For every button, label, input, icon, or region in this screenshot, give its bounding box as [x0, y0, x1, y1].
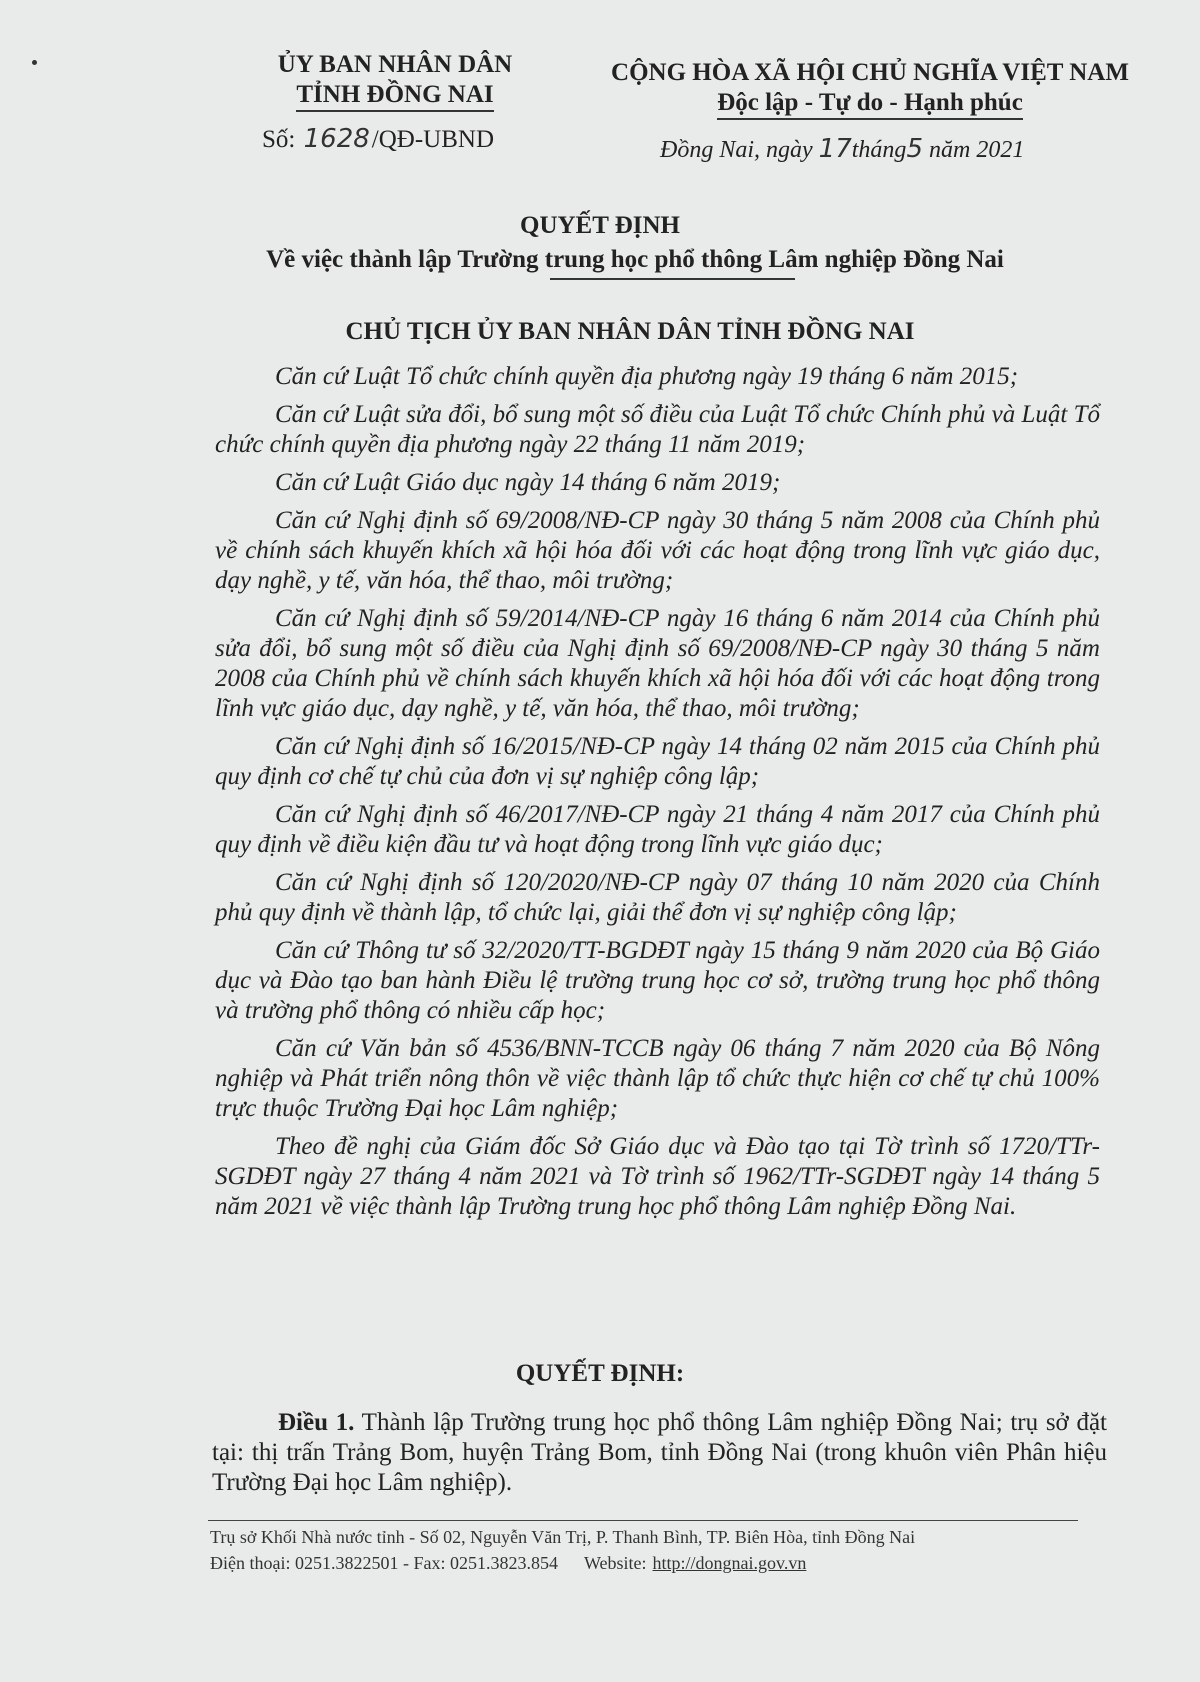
- preamble-item: Căn cứ Văn bản số 4536/BNN-TCCB ngày 06 tháng 7 năm 2020 của Bộ Nông nghiệp và Phát triển nông thôn về việc thành lập tổ chức thực hiện cơ chế tự chủ 100% trực thuộc Trường Đại học Lâm nghiệp;: [215, 1035, 1100, 1122]
- document-type: QUYẾT ĐỊNH: [520, 212, 680, 239]
- preamble-item: Căn cứ Nghị định số 59/2014/NĐ-CP ngày 16 tháng 6 năm 2014 của Chính phủ sửa đổi, bổ sung một số điều của Nghị định số 69/2008/NĐ-CP ngày 30 tháng 5 năm 2008 của Chính phủ về chính sách khuyến khích xã hội hóa đối với các hoạt động trong lĩnh vực giáo dục, dạy nghề, y tế, văn hóa, thể thao, môi trường;: [215, 605, 1100, 722]
- preamble-item: Căn cứ Luật Giáo dục ngày 14 tháng 6 năm 2019;: [275, 469, 781, 496]
- preamble: [215, 362, 1100, 1230]
- issuing-authority: CHỦ TỊCH ỦY BAN NHÂN DÂN TỈNH ĐỒNG NAI: [345, 318, 915, 345]
- date-day: 17: [818, 134, 852, 164]
- date-month: 5: [906, 134, 923, 164]
- footer-address: Trụ sở Khối Nhà nước tỉnh - Số 02, Nguyễn Văn Trị, P. Thanh Bình, TP. Biên Hòa, tỉnh Đồng Nai: [210, 1527, 916, 1547]
- date-prefix: Đồng Nai, ngày: [660, 137, 813, 163]
- footer-divider: [208, 1520, 1078, 1521]
- footer-website-label: Website:: [583, 1553, 647, 1573]
- footer: [210, 1524, 1090, 1576]
- date-month-label: tháng: [851, 137, 907, 163]
- date-year: năm 2021: [928, 137, 1025, 163]
- nation-line-1: CỘNG HÒA XÃ HỘI CHỦ NGHĨA VIỆT NAM: [611, 59, 1129, 86]
- document-subject: Về việc thành lập Trường trung học phổ thông Lâm nghiệp Đồng Nai: [266, 246, 1004, 273]
- number-suffix: /QĐ-UBND: [371, 126, 494, 153]
- agency-line-1: ỦY BAN NHÂN DÂN: [277, 51, 513, 78]
- date-line: [660, 134, 1024, 164]
- preamble-item: Theo đề nghị của Giám đốc Sở Giáo dục và Đào tạo tại Tờ trình số 1720/TTr-SGDĐT ngày 27 tháng 4 năm 2021 và Tờ trình số 1962/TTr-SGDĐT ngày 14 tháng 5 năm 2021 về việc thành lập Trường trung học phổ thông Lâm nghiệp Đồng Nai.: [215, 1133, 1100, 1220]
- national-header: [600, 58, 1140, 120]
- article-1-label: Điều 1.: [278, 1409, 355, 1436]
- preamble-item: Căn cứ Nghị định số 46/2017/NĐ-CP ngày 21 tháng 4 năm 2017 của Chính phủ quy định về điều kiện đầu tư và hoạt động trong lĩnh vực giáo dục;: [215, 801, 1100, 858]
- preamble-item: Căn cứ Nghị định số 16/2015/NĐ-CP ngày 14 tháng 02 năm 2015 của Chính phủ quy định cơ chế tự chủ của đơn vị sự nghiệp công lập;: [215, 733, 1100, 790]
- document-number: [262, 124, 494, 154]
- preamble-item: Căn cứ Nghị định số 69/2008/NĐ-CP ngày 30 tháng 5 năm 2008 của Chính phủ về chính sách khuyến khích xã hội hóa đối với các hoạt động trong lĩnh vực giáo dục, dạy nghề, y tế, văn hóa, thể thao, môi trường;: [215, 507, 1100, 594]
- decision-heading: QUYẾT ĐỊNH:: [515, 1360, 685, 1387]
- article-1: [212, 1408, 1107, 1498]
- article-1-text: Thành lập Trường trung học phổ thông Lâm nghiệp Đồng Nai; trụ sở đặt tại: thị trấn Trảng Bom, huyện Trảng Bom, tỉnh Đồng Nai (trong khuôn viên Phân hiệu Trường Đại học Lâm nghiệp).: [212, 1409, 1107, 1496]
- nation-motto: Độc lập - Tự do - Hạnh phúc: [717, 88, 1023, 120]
- number-prefix: Số:: [262, 126, 296, 153]
- preamble-item: Căn cứ Nghị định số 120/2020/NĐ-CP ngày 07 tháng 10 năm 2020 của Chính phủ quy định về thành lập, tổ chức lại, giải thể đơn vị sự nghiệp công lập;: [215, 869, 1100, 926]
- number-handwritten: 1628: [303, 124, 370, 154]
- preamble-item: Căn cứ Luật sửa đổi, bổ sung một số điều của Luật Tổ chức Chính phủ và Luật Tổ chức chính quyền địa phương ngày 22 tháng 11 năm 2019;: [215, 401, 1100, 458]
- preamble-item: Căn cứ Luật Tổ chức chính quyền địa phương ngày 19 tháng 6 năm 2015;: [275, 363, 1019, 390]
- preamble-item: Căn cứ Thông tư số 32/2020/TT-BGDĐT ngày 15 tháng 9 năm 2020 của Bộ Giáo dục và Đào tạo ban hành Điều lệ trường trung học cơ sở, trường trung học phổ thông và trường phổ thông có nhiều cấp học;: [215, 937, 1100, 1024]
- subject-underline: [550, 278, 795, 280]
- footer-phone-fax: Điện thoại: 0251.3822501 - Fax: 0251.3823.854: [210, 1553, 558, 1573]
- issuing-agency: [255, 50, 535, 112]
- agency-line-2: TỈNH ĐỒNG NAI: [296, 80, 493, 112]
- speck-mark: [32, 60, 37, 65]
- footer-website-link[interactable]: http://dongnai.gov.vn: [652, 1553, 807, 1573]
